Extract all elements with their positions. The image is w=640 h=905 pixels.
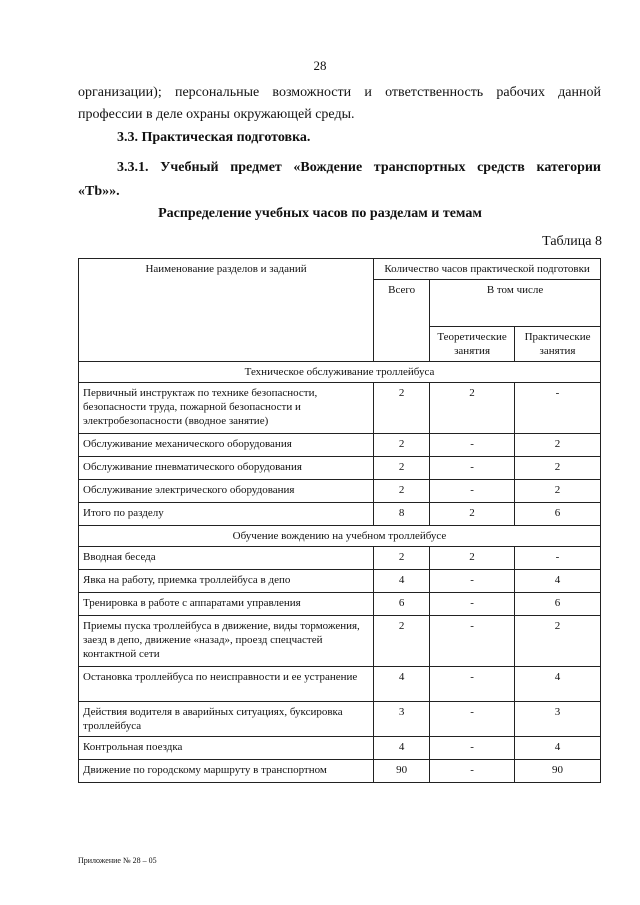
- row-practice: 6: [515, 593, 601, 616]
- row-practice: -: [515, 547, 601, 570]
- row-name: Обслуживание электрического оборудования: [79, 480, 374, 503]
- row-theory: -: [430, 737, 515, 760]
- section-title: Обучение вождению на учебном троллейбусе: [79, 526, 601, 547]
- row-practice: 6: [515, 503, 601, 526]
- table-row: [79, 593, 601, 616]
- row-name: Обслуживание механического оборудования: [79, 434, 374, 457]
- row-name: Явка на работу, приемка троллейбуса в депо: [79, 570, 374, 593]
- table-row: [79, 547, 601, 570]
- header-including: В том числе: [430, 280, 601, 327]
- table-row: [79, 383, 601, 434]
- table-row: [79, 760, 601, 783]
- row-practice: 2: [515, 457, 601, 480]
- row-total: 3: [374, 702, 430, 737]
- row-name: Итого по разделу: [79, 503, 374, 526]
- section-3-3-1-line-1: 3.3.1. Учебный предмет «Вождение транспортных средств категории: [117, 160, 601, 175]
- table-row: [79, 503, 601, 526]
- header-theory: Теоретические занятия: [430, 327, 515, 362]
- row-name: Движение по городскому маршруту в транспортном: [79, 760, 374, 783]
- intro-line-2: профессии в деле охраны окружающей среды.: [78, 107, 355, 122]
- header-hours: Количество часов практической подготовки: [374, 259, 601, 280]
- table-row: [79, 737, 601, 760]
- row-theory: -: [430, 702, 515, 737]
- row-total: 2: [374, 383, 430, 434]
- row-name: Приемы пуска троллейбуса в движение, виды торможения, заезд в депо, движение «назад», проезд спецчастей контактной сети: [79, 616, 374, 667]
- row-total: 2: [374, 434, 430, 457]
- row-theory: 2: [430, 547, 515, 570]
- table-row: [79, 616, 601, 667]
- row-name: Действия водителя в аварийных ситуациях, буксировка троллейбуса: [79, 702, 374, 737]
- table-label: Таблица 8: [542, 234, 602, 249]
- table-row: [79, 434, 601, 457]
- row-theory: 2: [430, 503, 515, 526]
- header-total: Всего: [374, 280, 430, 362]
- row-theory: 2: [430, 383, 515, 434]
- row-name: Вводная беседа: [79, 547, 374, 570]
- row-theory: -: [430, 760, 515, 783]
- section-heading-3-3: 3.3. Практическая подготовка.: [117, 130, 311, 145]
- table-title: Распределение учебных часов по разделам и темам: [158, 206, 482, 221]
- section-3-3-1-line-2: «Tb»».: [78, 184, 120, 199]
- header-practice: Практические занятия: [515, 327, 601, 362]
- row-practice: 2: [515, 480, 601, 503]
- row-name: Первичный инструктаж по технике безопасности, безопасности труда, пожарной безопасности и электробезопасности (вводное занятие): [79, 383, 374, 434]
- row-practice: 4: [515, 667, 601, 702]
- page-footer: Приложение № 28 – 05: [78, 856, 157, 865]
- row-theory: -: [430, 667, 515, 702]
- row-total: 8: [374, 503, 430, 526]
- row-theory: -: [430, 570, 515, 593]
- table-row: [79, 702, 601, 737]
- row-theory: -: [430, 616, 515, 667]
- intro-line-1: организации); персональные возможности и ответственность рабочих данной: [78, 85, 601, 100]
- table-row: [79, 667, 601, 702]
- row-total: 4: [374, 667, 430, 702]
- table-row: [79, 457, 601, 480]
- row-total: 90: [374, 760, 430, 783]
- page-number: 28: [313, 58, 327, 73]
- row-total: 2: [374, 480, 430, 503]
- row-total: 2: [374, 457, 430, 480]
- row-practice: 2: [515, 434, 601, 457]
- row-practice: 2: [515, 616, 601, 667]
- row-name: Тренировка в работе с аппаратами управления: [79, 593, 374, 616]
- row-total: 6: [374, 593, 430, 616]
- row-total: 2: [374, 616, 430, 667]
- row-theory: -: [430, 593, 515, 616]
- row-total: 2: [374, 547, 430, 570]
- row-practice: 4: [515, 737, 601, 760]
- row-practice: 90: [515, 760, 601, 783]
- section-title: Техническое обслуживание троллейбуса: [79, 362, 601, 383]
- hours-table: [78, 258, 601, 783]
- row-theory: -: [430, 480, 515, 503]
- table-row: [79, 570, 601, 593]
- row-name: Контрольная поездка: [79, 737, 374, 760]
- row-practice: 3: [515, 702, 601, 737]
- row-total: 4: [374, 737, 430, 760]
- intro-paragraph: [78, 82, 601, 126]
- row-theory: -: [430, 457, 515, 480]
- header-name: Наименование разделов и заданий: [79, 259, 374, 362]
- row-practice: -: [515, 383, 601, 434]
- section-heading-3-3-1: [78, 156, 601, 204]
- row-theory: -: [430, 434, 515, 457]
- table-row: [79, 480, 601, 503]
- row-name: Обслуживание пневматического оборудования: [79, 457, 374, 480]
- row-total: 4: [374, 570, 430, 593]
- row-name: Остановка троллейбуса по неисправности и ее устранение: [79, 667, 374, 702]
- row-practice: 4: [515, 570, 601, 593]
